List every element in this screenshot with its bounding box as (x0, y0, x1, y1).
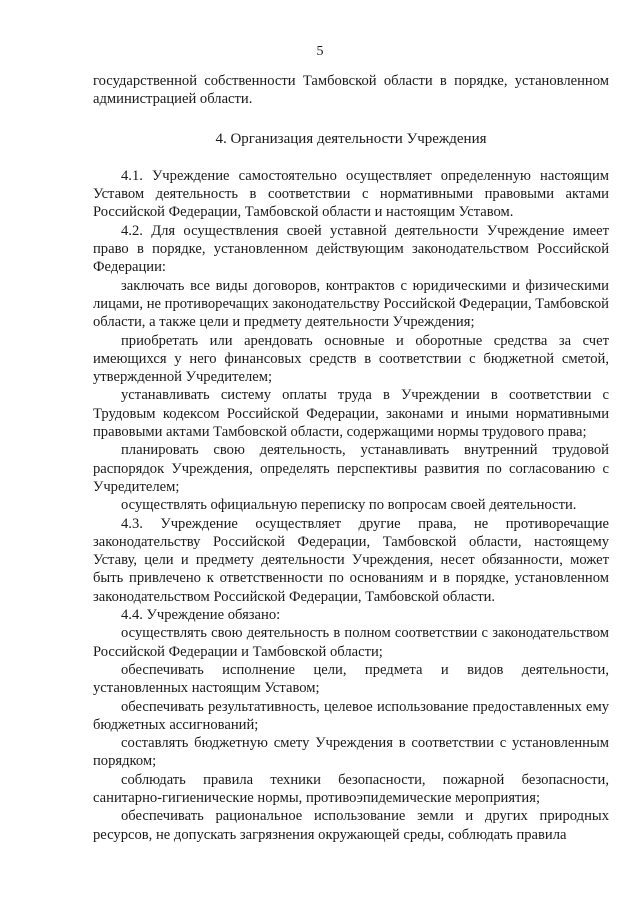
list-item: обеспечивать рациональное использование земли и других природных ресурсов, не допускать загрязнения окружающей среды, соблюдать правила (93, 808, 609, 843)
list-item: заключать все виды договоров, контрактов с юридическими и физическими лицами, не противоречащих законодательству Российской Федерации, Тамбовской области, а также цели и предмету деятельности Учреждения; (93, 277, 609, 331)
list-item: приобретать или арендовать основные и оборотные средства за счет имеющихся у него финансовых средств в соответствии с бюджетной сметой, утвержденной Учредителем; (93, 332, 609, 386)
list-item: соблюдать правила техники безопасности, пожарной безопасности, санитарно-гигиенические нормы, противоэпидемические мероприятия; (93, 771, 609, 806)
list-item: обеспечивать исполнение цели, предмета и видов деятельности, установленных настоящим Уставом; (93, 661, 609, 697)
paragraph-4-3: 4.3. Учреждение осуществляет другие права, не противоречащие законодательству Российской Федерации, Тамбовской области, настоящему Уставу, цели и предмету деятельности Учреждения, несет обязанности, может быть привлечено к ответственности по основаниям и в порядке, установленном законодательством Российской Федерации, Тамбовской области. (93, 515, 609, 605)
list-item: составлять бюджетную смету Учреждения в соответствии с установленным порядком; (93, 735, 609, 770)
document-body (93, 72, 609, 844)
page-number: 5 (316, 44, 324, 59)
list-item: планировать свою деятельность, устанавливать внутренний трудовой распорядок Учреждения, определять перспективы развития по согласованию с Учредителем; (93, 442, 609, 495)
paragraph-4-4: 4.4. Учреждение обязано: (121, 607, 281, 624)
paragraph-4-1: 4.1. Учреждение самостоятельно осуществляет определенную настоящим Уставом деятельность в соответствии с нормативными правовыми актами Российской Федерации, Тамбовской области и настоящим Уставом. (93, 167, 609, 221)
paragraph-4-2: 4.2. Для осуществления своей уставной деятельности Учреждение имеет право в порядке, установленном действующим законодательством Российской Федерации: (93, 222, 609, 276)
list-item: осуществлять свою деятельность в полном соответствии с законодательством Российской Федерации и Тамбовской области; (93, 625, 609, 660)
list-item: осуществлять официальную переписку по вопросам своей деятельности. (121, 497, 577, 514)
list-item: устанавливать систему оплаты труда в Учреждении в соответствии с Трудовым кодексом Российской Федерации, законами и иными нормативными правовыми актами Тамбовской области, содержащими нормы трудового права; (93, 387, 609, 441)
section-title: 4. Организация деятельности Учреждения (215, 130, 487, 147)
intro-paragraph: государственной собственности Тамбовской области в порядке, установленном администрацией области. (93, 73, 609, 108)
list-item: обеспечивать результативность, целевое использование предоставленных ему бюджетных ассигнований; (93, 698, 609, 733)
